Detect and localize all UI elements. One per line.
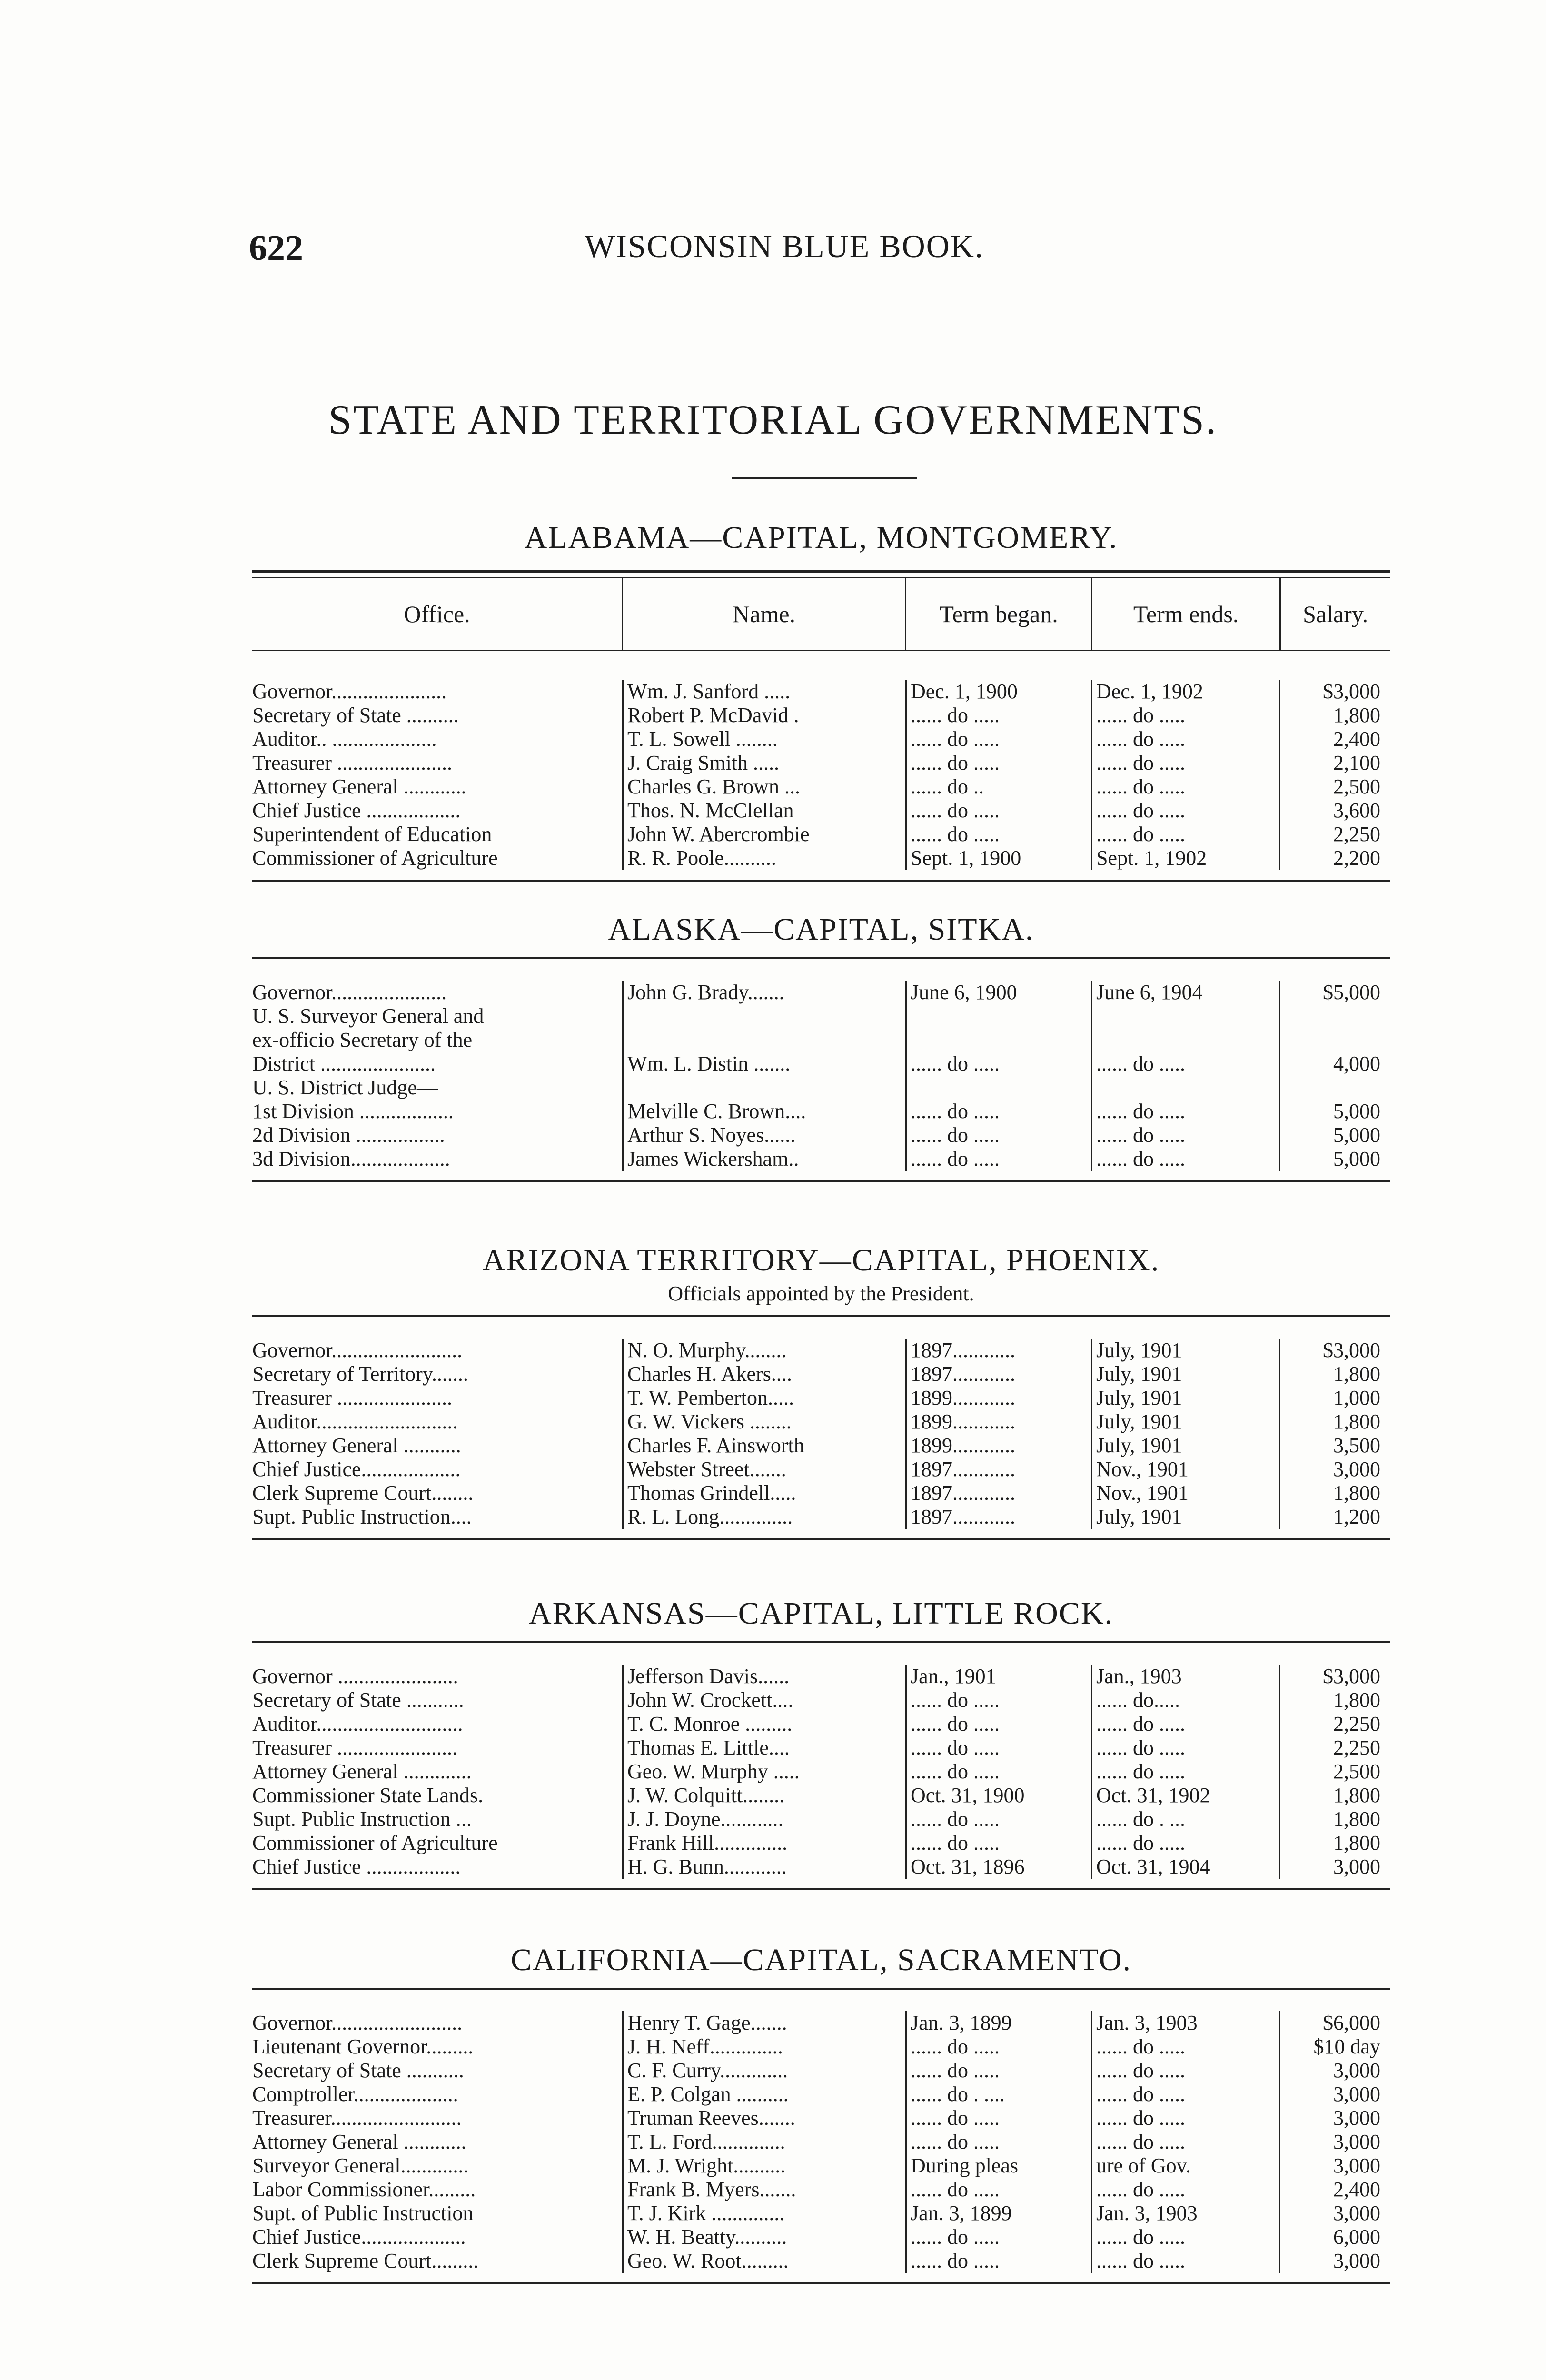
- cell-ends: ...... do .....: [1092, 2178, 1280, 2202]
- cell-salary: 3,000: [1333, 2082, 1380, 2106]
- cell-began: ...... do .....: [907, 1100, 1092, 1123]
- cell-name: J. J. Doyne............: [624, 1807, 907, 1831]
- cell-office: ex-officio Secretary of the: [252, 1028, 624, 1052]
- cell-salary: 3,000: [1333, 1855, 1380, 1878]
- cell-began: ...... do .....: [907, 1736, 1092, 1760]
- section-rule: [252, 1988, 1390, 1990]
- cell-office: Treasurer ......................: [252, 751, 624, 775]
- cell-office: U. S. District Judge—: [252, 1076, 624, 1100]
- cell-name: Wm. L. Distin .......: [624, 1052, 907, 1076]
- cell-name: T. J. Kirk ..............: [624, 2202, 907, 2225]
- section-rule: [252, 2282, 1390, 2284]
- cell-salary: 3,000: [1333, 2154, 1380, 2177]
- cell-office: Superintendent of Education: [252, 823, 624, 846]
- cell-salary: 1,200: [1333, 1505, 1380, 1528]
- cell-ends: July, 1901: [1092, 1410, 1280, 1434]
- cell-office: Clerk Supreme Court........: [252, 1481, 624, 1505]
- cell-salary: 3,000: [1333, 1458, 1380, 1481]
- cell-salary: 1,800: [1333, 1362, 1380, 1386]
- cell-name: J. W. Colquitt........: [624, 1784, 907, 1807]
- cell-began: Sept. 1, 1900: [907, 846, 1092, 870]
- cell-salary: 4,000: [1333, 1052, 1380, 1075]
- cell-name: Henry T. Gage.......: [624, 2011, 907, 2035]
- cell-office: Attorney General ...........: [252, 1434, 624, 1458]
- cell-name: J. H. Neff..............: [624, 2035, 907, 2059]
- column-header-name: Name.: [623, 578, 906, 650]
- cell-name: Truman Reeves.......: [624, 2106, 907, 2130]
- cell-salary: 2,250: [1333, 823, 1380, 846]
- state-section: [252, 1242, 1390, 1540]
- state-heading: ALABAMA—CAPITAL, MONTGOMERY.: [524, 520, 1118, 555]
- section-rule: [252, 1538, 1390, 1540]
- running-head: WISCONSIN BLUE BOOK.: [585, 228, 984, 264]
- cell-ends: ...... do .....: [1092, 799, 1280, 823]
- cell-ends: Oct. 31, 1904: [1092, 1855, 1280, 1879]
- cell-office: Secretary of State ...........: [252, 2059, 624, 2082]
- cell-began: ...... do .....: [907, 704, 1092, 727]
- cell-name: M. J. Wright..........: [624, 2154, 907, 2178]
- cell-name: T. L. Ford..............: [624, 2130, 907, 2154]
- cell-salary: $3,000: [1323, 1339, 1380, 1362]
- cell-began: ...... do .....: [907, 2249, 1092, 2273]
- cell-office: Lieutenant Governor.........: [252, 2035, 624, 2059]
- cell-office: Governor......................: [252, 981, 624, 1004]
- cell-ends: Nov., 1901: [1092, 1458, 1280, 1481]
- cell-office: Labor Commissioner.........: [252, 2178, 624, 2202]
- cell-salary: 6,000: [1333, 2225, 1380, 2249]
- cell-name: [624, 1028, 907, 1052]
- cell-began: ...... do .....: [907, 1123, 1092, 1147]
- page-title: STATE AND TERRITORIAL GOVERNMENTS.: [328, 397, 1218, 443]
- cell-began: ...... do .....: [907, 1052, 1092, 1076]
- cell-office: Treasurer.........................: [252, 2106, 624, 2130]
- cell-ends: ...... do .....: [1092, 1123, 1280, 1147]
- cell-salary: 1,800: [1333, 1831, 1380, 1854]
- cell-ends: ...... do .....: [1092, 1712, 1280, 1736]
- section-rule: [252, 1888, 1390, 1890]
- cell-name: N. O. Murphy........: [624, 1339, 907, 1362]
- cell-ends: ...... do .....: [1092, 2059, 1280, 2082]
- cell-office: Governor .......................: [252, 1665, 624, 1688]
- cell-office: Auditor.. ....................: [252, 727, 624, 751]
- column-header-row: [252, 578, 1390, 651]
- cell-name: [624, 1004, 907, 1028]
- cell-salary: [1280, 1004, 1390, 1028]
- cell-office: Commissioner of Agriculture: [252, 1831, 624, 1855]
- column-header-began: Term began.: [906, 578, 1092, 650]
- cell-salary: 3,000: [1333, 2106, 1380, 2130]
- state-section: [252, 520, 1390, 882]
- cell-began: 1897............: [907, 1505, 1092, 1529]
- state-heading: ARKANSAS—CAPITAL, LITTLE ROCK.: [528, 1596, 1114, 1631]
- cell-began: 1899............: [907, 1434, 1092, 1458]
- cell-began: 1897............: [907, 1458, 1092, 1481]
- cell-salary: 5,000: [1333, 1100, 1380, 1123]
- cell-began: [907, 1028, 1092, 1052]
- cell-name: T. C. Monroe .........: [624, 1712, 907, 1736]
- cell-began: ...... do .....: [907, 727, 1092, 751]
- cell-name: John W. Crockett....: [624, 1688, 907, 1712]
- cell-ends: ...... do .....: [1092, 2225, 1280, 2249]
- state-heading: CALIFORNIA—CAPITAL, SACRAMENTO.: [510, 1943, 1132, 1977]
- state-section: [252, 1596, 1390, 1890]
- cell-began: Jan. 3, 1899: [907, 2202, 1092, 2225]
- cell-name: Charles G. Brown ...: [624, 775, 907, 799]
- state-section: [252, 912, 1390, 1182]
- cell-name: John W. Abercrombie: [624, 823, 907, 846]
- officials-table: [252, 1339, 1390, 1529]
- cell-began: Oct. 31, 1900: [907, 1784, 1092, 1807]
- section-rule: [252, 957, 1390, 959]
- cell-began: ...... do .....: [907, 1831, 1092, 1855]
- cell-salary: 2,250: [1333, 1736, 1380, 1759]
- cell-began: 1897............: [907, 1481, 1092, 1505]
- cell-office: Auditor............................: [252, 1712, 624, 1736]
- cell-name: Geo. W. Murphy .....: [624, 1760, 907, 1784]
- cell-office: Governor......................: [252, 680, 624, 704]
- cell-ends: June 6, 1904: [1092, 981, 1280, 1004]
- cell-began: ...... do ..: [907, 775, 1092, 799]
- cell-began: ...... do .....: [907, 1688, 1092, 1712]
- cell-began: 1899............: [907, 1386, 1092, 1410]
- cell-salary: 2,500: [1333, 775, 1380, 798]
- cell-began: ...... do .....: [907, 2106, 1092, 2130]
- cell-ends: Sept. 1, 1902: [1092, 846, 1280, 870]
- column-header-office: Office.: [252, 578, 623, 650]
- cell-salary: 3,500: [1333, 1434, 1380, 1457]
- cell-office: Chief Justice...................: [252, 1458, 624, 1481]
- cell-salary: 3,000: [1333, 2202, 1380, 2225]
- cell-salary: [1280, 1076, 1390, 1100]
- cell-salary: [1280, 1028, 1390, 1052]
- cell-salary: 3,000: [1333, 2130, 1380, 2153]
- cell-ends: ...... do.....: [1092, 1688, 1280, 1712]
- cell-office: Surveyor General.............: [252, 2154, 624, 2178]
- cell-name: E. P. Colgan ..........: [624, 2082, 907, 2106]
- cell-name: [624, 1076, 907, 1100]
- cell-ends: Jan. 3, 1903: [1092, 2011, 1280, 2035]
- cell-office: Supt. Public Instruction....: [252, 1505, 624, 1529]
- cell-name: Thomas E. Little....: [624, 1736, 907, 1760]
- cell-ends: ure of Gov.: [1092, 2154, 1280, 2178]
- cell-office: 3d Division...................: [252, 1147, 624, 1171]
- cell-ends: ...... do .....: [1092, 1052, 1280, 1076]
- cell-office: Treasurer ......................: [252, 1386, 624, 1410]
- cell-ends: [1092, 1004, 1280, 1028]
- cell-office: Secretary of State ..........: [252, 704, 624, 727]
- column-header-ends: Term ends.: [1092, 578, 1281, 650]
- officials-table: [252, 680, 1390, 870]
- cell-name: Frank Hill..............: [624, 1831, 907, 1855]
- cell-office: Supt. of Public Instruction: [252, 2202, 624, 2225]
- cell-name: Charles H. Akers....: [624, 1362, 907, 1386]
- cell-began: [907, 1076, 1092, 1100]
- cell-office: Auditor...........................: [252, 1410, 624, 1434]
- cell-began: ...... do .....: [907, 1712, 1092, 1736]
- cell-ends: Dec. 1, 1902: [1092, 680, 1280, 704]
- cell-ends: ...... do .....: [1092, 751, 1280, 775]
- cell-began: ...... do .....: [907, 2178, 1092, 2202]
- cell-ends: July, 1901: [1092, 1339, 1280, 1362]
- cell-name: James Wickersham..: [624, 1147, 907, 1171]
- cell-office: District ......................: [252, 1052, 624, 1076]
- section-rule: [252, 1315, 1390, 1317]
- cell-ends: July, 1901: [1092, 1505, 1280, 1529]
- cell-began: ...... do .....: [907, 2059, 1092, 2082]
- cell-began: 1897............: [907, 1339, 1092, 1362]
- section-rule: [252, 880, 1390, 882]
- cell-ends: [1092, 1076, 1280, 1100]
- cell-began: 1897............: [907, 1362, 1092, 1386]
- cell-salary: 2,400: [1333, 2178, 1380, 2201]
- column-header-salary: Salary.: [1303, 601, 1368, 627]
- cell-name: R. L. Long..............: [624, 1505, 907, 1529]
- cell-salary: $10 day: [1313, 2035, 1380, 2058]
- cell-ends: Nov., 1901: [1092, 1481, 1280, 1505]
- cell-name: John G. Brady.......: [624, 981, 907, 1004]
- state-heading: ALASKA—CAPITAL, SITKA.: [608, 912, 1034, 947]
- cell-name: Charles F. Ainsworth: [624, 1434, 907, 1458]
- state-note: Officials appointed by the President.: [668, 1282, 974, 1305]
- cell-salary: 2,500: [1333, 1760, 1380, 1783]
- cell-office: Attorney General ............: [252, 2130, 624, 2154]
- cell-ends: ...... do .....: [1092, 1736, 1280, 1760]
- cell-office: 2d Division .................: [252, 1123, 624, 1147]
- cell-name: R. R. Poole..........: [624, 846, 907, 870]
- cell-began: Jan., 1901: [907, 1665, 1092, 1688]
- cell-ends: [1092, 1028, 1280, 1052]
- cell-salary: $3,000: [1323, 1665, 1380, 1688]
- cell-salary: 1,800: [1333, 1688, 1380, 1712]
- cell-began: Jan. 3, 1899: [907, 2011, 1092, 2035]
- cell-ends: ...... do .....: [1092, 704, 1280, 727]
- title-rule: [732, 477, 917, 479]
- cell-began: ...... do .....: [907, 751, 1092, 775]
- cell-office: Treasurer .......................: [252, 1736, 624, 1760]
- cell-office: Attorney General .............: [252, 1760, 624, 1784]
- page-number: 622: [249, 228, 303, 268]
- section-rule: [252, 1180, 1390, 1182]
- cell-name: G. W. Vickers ........: [624, 1410, 907, 1434]
- cell-ends: ...... do .....: [1092, 2106, 1280, 2130]
- cell-name: Robert P. McDavid .: [624, 704, 907, 727]
- cell-name: Jefferson Davis......: [624, 1665, 907, 1688]
- cell-began: ...... do .....: [907, 1807, 1092, 1831]
- cell-ends: Jan. 3, 1903: [1092, 2202, 1280, 2225]
- section-rule: [252, 1641, 1390, 1643]
- cell-office: Commissioner of Agriculture: [252, 846, 624, 870]
- cell-office: Governor.........................: [252, 1339, 624, 1362]
- cell-began: ...... do .....: [907, 1147, 1092, 1171]
- cell-name: J. Craig Smith .....: [624, 751, 907, 775]
- cell-ends: July, 1901: [1092, 1362, 1280, 1386]
- cell-office: Secretary of State ...........: [252, 1688, 624, 1712]
- cell-ends: ...... do .....: [1092, 2082, 1280, 2106]
- cell-ends: Jan., 1903: [1092, 1665, 1280, 1688]
- cell-began: [907, 1004, 1092, 1028]
- cell-ends: ...... do .....: [1092, 823, 1280, 846]
- cell-name: Wm. J. Sanford .....: [624, 680, 907, 704]
- cell-office: Comptroller....................: [252, 2082, 624, 2106]
- cell-salary: 2,100: [1333, 751, 1380, 774]
- cell-name: Webster Street.......: [624, 1458, 907, 1481]
- cell-name: Arthur S. Noyes......: [624, 1123, 907, 1147]
- cell-ends: July, 1901: [1092, 1386, 1280, 1410]
- cell-ends: July, 1901: [1092, 1434, 1280, 1458]
- cell-salary: 2,400: [1333, 727, 1380, 751]
- cell-salary: 1,800: [1333, 1481, 1380, 1505]
- cell-office: Chief Justice....................: [252, 2225, 624, 2249]
- cell-name: T. L. Sowell ........: [624, 727, 907, 751]
- cell-office: Attorney General ............: [252, 775, 624, 799]
- cell-salary: 5,000: [1333, 1123, 1380, 1147]
- cell-office: Clerk Supreme Court.........: [252, 2249, 624, 2273]
- cell-name: Thos. N. McClellan: [624, 799, 907, 823]
- cell-salary: 1,000: [1333, 1386, 1380, 1409]
- cell-began: June 6, 1900: [907, 981, 1092, 1004]
- officials-table: [252, 1665, 1390, 1879]
- cell-name: Frank B. Myers.......: [624, 2178, 907, 2202]
- cell-salary: 3,000: [1333, 2249, 1380, 2272]
- cell-name: Geo. W. Root.........: [624, 2249, 907, 2273]
- cell-salary: 2,250: [1333, 1712, 1380, 1735]
- officials-table: [252, 2011, 1390, 2273]
- cell-ends: ...... do .....: [1092, 727, 1280, 751]
- cell-ends: ...... do .....: [1092, 775, 1280, 799]
- cell-name: C. F. Curry.............: [624, 2059, 907, 2082]
- cell-began: During pleas: [907, 2154, 1092, 2178]
- officials-table: [252, 981, 1390, 1171]
- cell-began: ...... do .....: [907, 2130, 1092, 2154]
- cell-ends: ...... do .....: [1092, 1760, 1280, 1784]
- cell-salary: 3,000: [1333, 2059, 1380, 2082]
- cell-salary: 1,800: [1333, 1410, 1380, 1433]
- cell-ends: ...... do . ...: [1092, 1807, 1280, 1831]
- cell-salary: $5,000: [1323, 981, 1380, 1004]
- cell-ends: ...... do .....: [1092, 1100, 1280, 1123]
- cell-began: 1899............: [907, 1410, 1092, 1434]
- cell-office: Commissioner State Lands.: [252, 1784, 624, 1807]
- cell-salary: $6,000: [1323, 2011, 1380, 2034]
- cell-began: Oct. 31, 1896: [907, 1855, 1092, 1879]
- cell-name: Melville C. Brown....: [624, 1100, 907, 1123]
- cell-name: H. G. Bunn............: [624, 1855, 907, 1879]
- cell-name: T. W. Pemberton.....: [624, 1386, 907, 1410]
- cell-office: Chief Justice ..................: [252, 799, 624, 823]
- cell-ends: ...... do .....: [1092, 1147, 1280, 1171]
- cell-began: ...... do .....: [907, 799, 1092, 823]
- cell-office: Chief Justice ..................: [252, 1855, 624, 1879]
- cell-office: 1st Division ..................: [252, 1100, 624, 1123]
- cell-office: Supt. Public Instruction ...: [252, 1807, 624, 1831]
- state-heading: ARIZONA TERRITORY—CAPITAL, PHOENIX.: [482, 1243, 1160, 1278]
- cell-began: ...... do . ....: [907, 2082, 1092, 2106]
- cell-name: Thomas Grindell.....: [624, 1481, 907, 1505]
- cell-salary: 1,800: [1333, 1784, 1380, 1807]
- cell-salary: 5,000: [1333, 1147, 1380, 1170]
- cell-salary: 3,600: [1333, 799, 1380, 822]
- cell-began: ...... do .....: [907, 823, 1092, 846]
- cell-began: Dec. 1, 1900: [907, 680, 1092, 704]
- state-section: [252, 1942, 1390, 2284]
- cell-name: W. H. Beatty..........: [624, 2225, 907, 2249]
- cell-office: Secretary of Territory.......: [252, 1362, 624, 1386]
- cell-began: ...... do .....: [907, 2225, 1092, 2249]
- cell-ends: ...... do .....: [1092, 2035, 1280, 2059]
- cell-ends: ...... do .....: [1092, 2249, 1280, 2273]
- cell-salary: 1,800: [1333, 704, 1380, 727]
- cell-began: ...... do .....: [907, 1760, 1092, 1784]
- cell-office: U. S. Surveyor General and: [252, 1004, 624, 1028]
- cell-salary: $3,000: [1323, 680, 1380, 703]
- cell-office: Governor.........................: [252, 2011, 624, 2035]
- cell-salary: 2,200: [1333, 846, 1380, 870]
- cell-salary: 1,800: [1333, 1807, 1380, 1831]
- cell-began: ...... do .....: [907, 2035, 1092, 2059]
- cell-ends: Oct. 31, 1902: [1092, 1784, 1280, 1807]
- section-rule: [252, 570, 1390, 573]
- cell-ends: ...... do .....: [1092, 2130, 1280, 2154]
- cell-ends: ...... do .....: [1092, 1831, 1280, 1855]
